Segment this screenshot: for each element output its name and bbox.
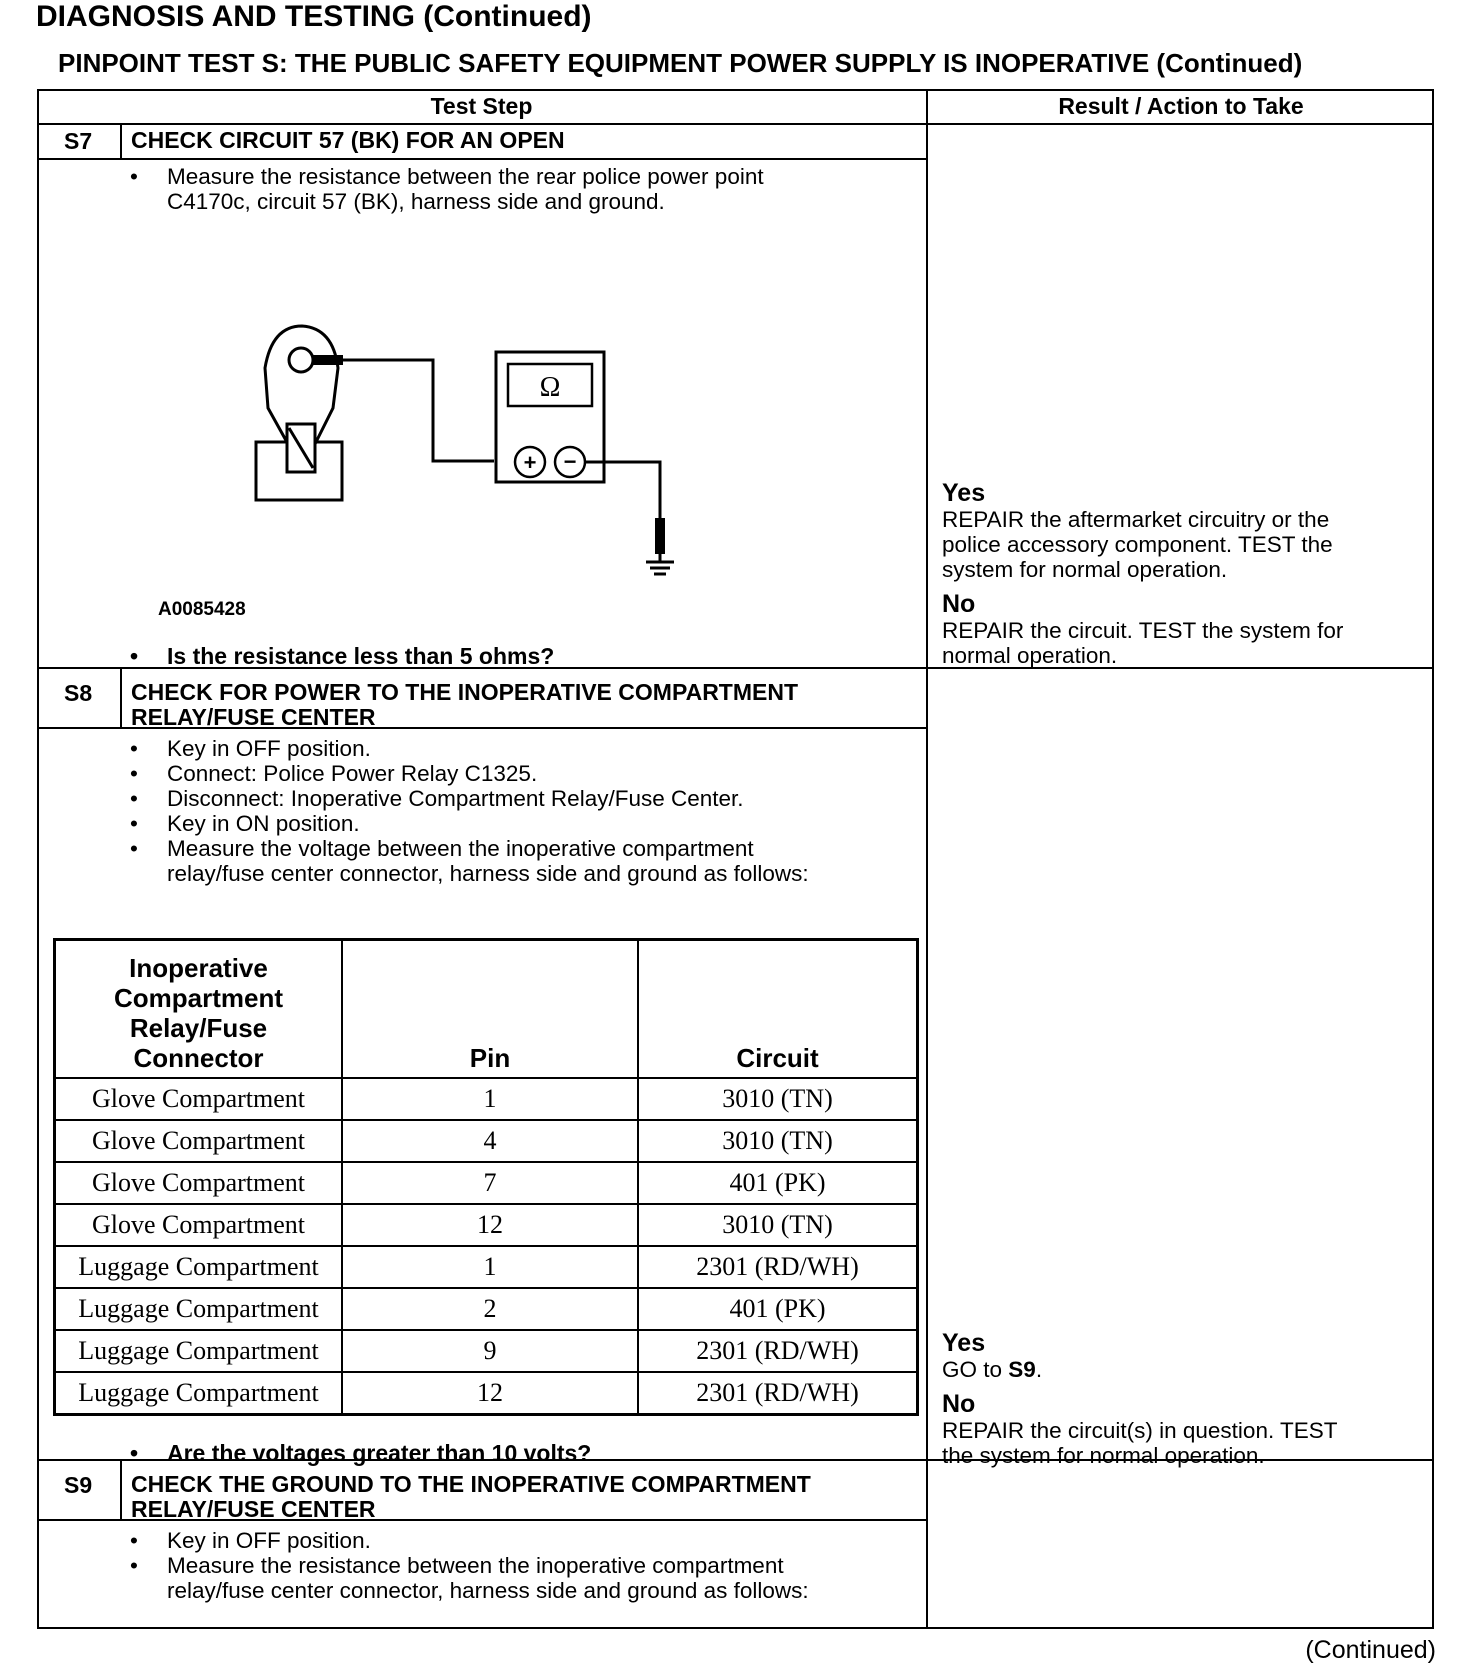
s7-yes-text: REPAIR the aftermarket circuitry or the police accessory component. TEST the system for normal operation.: [942, 507, 1333, 582]
step-title-s9: CHECK THE GROUND TO THE INOPERATIVE COMPARTMENT RELAY/FUSE CENTER: [131, 1471, 811, 1522]
table-row: Luggage Compartment 1 2301 (RD/WH): [55, 1246, 918, 1288]
s8-yes-text: GO to S9.: [942, 1357, 1043, 1382]
s9-instructions: [128, 1528, 918, 1603]
continued-label: (Continued): [1305, 1636, 1436, 1664]
s9-number-divider: [120, 1460, 122, 1520]
s8-no-label: No: [942, 1390, 976, 1418]
s7-yes-label: Yes: [942, 479, 986, 507]
figure-id: A0085428: [158, 599, 246, 620]
table-row: Glove Compartment 1 3010 (TN): [55, 1078, 918, 1120]
header-divider: [37, 123, 1434, 125]
meter-plus-label: +: [523, 450, 537, 475]
table-header-row: [55, 940, 918, 1079]
step-title-s8: CHECK FOR POWER TO THE INOPERATIVE COMPARTMENT RELAY/FUSE CENTER: [131, 679, 799, 730]
ohm-symbol: Ω: [539, 372, 561, 403]
goto-step-link: S9: [1008, 1357, 1036, 1382]
s8-result: [942, 1330, 1422, 1468]
header-circuit: Circuit: [638, 940, 918, 1079]
list-item: • Measure the resistance between the inoperative compartment: [130, 1553, 784, 1578]
power-point-terminal-icon: [256, 326, 342, 500]
table-row: Luggage Compartment 12 2301 (RD/WH): [55, 1372, 918, 1415]
connector-pin-table: [53, 938, 919, 1416]
table-row: Luggage Compartment 9 2301 (RD/WH): [55, 1330, 918, 1372]
step-number-s8: S8: [64, 680, 93, 706]
s8-no-text: REPAIR the circuit(s) in question. TEST the system for normal operation.: [942, 1418, 1338, 1468]
step-number-s7: S7: [64, 128, 93, 154]
s7-result: [942, 480, 1422, 668]
s7-title-divider: [37, 158, 926, 160]
list-item: • Key in OFF position.: [130, 1528, 371, 1553]
s8-yes-label: Yes: [942, 1329, 986, 1357]
table-row: Glove Compartment 7 401 (PK): [55, 1162, 918, 1204]
column-divider: [926, 89, 928, 1629]
header-connector: Inoperative Compartment Relay/Fuse Connector: [55, 940, 343, 1079]
list-item: • Key in ON position.: [130, 811, 360, 836]
list-item: • Disconnect: Inoperative Compartment Relay/Fuse Center.: [130, 786, 744, 811]
s8-number-divider: [120, 668, 122, 728]
s8-instructions: [128, 736, 918, 886]
step-number-s9: S9: [64, 1472, 93, 1498]
list-item: relay/fuse center connector, harness side and ground as follows:: [167, 861, 809, 886]
table-row: Luggage Compartment 2 401 (PK): [55, 1288, 918, 1330]
list-item: • Measure the voltage between the inoperative compartment: [130, 836, 754, 861]
s7-question: • Is the resistance less than 5 ohms?: [130, 643, 555, 669]
s7-no-text: REPAIR the circuit. TEST the system for normal operation.: [942, 618, 1344, 668]
meter-minus-label: −: [563, 449, 577, 474]
page-title: DIAGNOSIS AND TESTING (Continued): [36, 0, 592, 33]
ground-icon: [646, 562, 674, 574]
list-item: • Key in OFF position.: [130, 736, 371, 761]
s7-no-label: No: [942, 590, 976, 618]
s7-number-divider: [120, 124, 122, 159]
column-header-result: Result / Action to Take: [1058, 93, 1304, 119]
table-row: Glove Compartment 12 3010 (TN): [55, 1204, 918, 1246]
step-title-s7: CHECK CIRCUIT 57 (BK) FOR AN OPEN: [131, 127, 565, 153]
column-header-test-step: Test Step: [430, 93, 533, 119]
ohmmeter-diagram: [240, 318, 700, 578]
list-item: relay/fuse center connector, harness side and ground as follows:: [167, 1578, 809, 1603]
list-item: • Measure the resistance between the rear police power point: [130, 164, 764, 189]
s7-instructions: [128, 164, 908, 214]
header-pin: Pin: [342, 940, 638, 1079]
table-row: Glove Compartment 4 3010 (TN): [55, 1120, 918, 1162]
s8-question: • Are the voltages greater than 10 volts?: [130, 1440, 592, 1466]
list-item: C4170c, circuit 57 (BK), harness side and ground.: [167, 189, 665, 214]
pinpoint-test-title: PINPOINT TEST S: THE PUBLIC SAFETY EQUIPMENT POWER SUPPLY IS INOPERATIVE (Continued): [58, 48, 1303, 78]
list-item: • Connect: Police Power Relay C1325.: [130, 761, 538, 786]
